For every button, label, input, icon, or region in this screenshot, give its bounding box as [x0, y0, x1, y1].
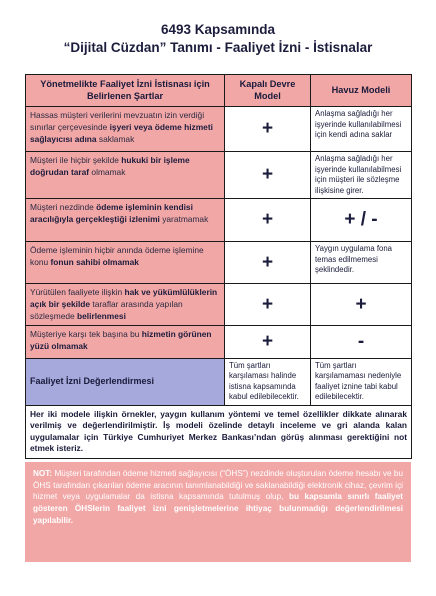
pool-mark: - [311, 326, 412, 359]
header-conditions: Yönetmelikte Faaliyet İzni İstisnası için Belirlenen Şartlar [26, 75, 225, 107]
closed-loop-mark: + [225, 326, 311, 359]
condition-cell: Müşteri nezdinde ödeme işleminin kendisi aracılığıyla gerçekleştiği izlenimi yaratmamak [26, 199, 225, 242]
table-header-row [26, 75, 412, 107]
evaluation-pool: Tüm şartları karşılamaması nedeniyle faaliyet iznine tabi kabul edilebilecektir. [311, 358, 412, 405]
table-row [26, 326, 412, 359]
table-row [26, 242, 412, 284]
table-row [26, 107, 412, 152]
summary-text: Her iki modele ilişkin örnekler, yaygın kullanım yöntemi ve temel özellikler dikkate alınarak verilmiş ve değerlendirilmiştir. İş modeli özelinde detaylı inceleme ve gri alanda kalan uygulamalar için Türkiye Cumhuriyet Merkez Bankası’ndan görüş alınması gerektiğini not etmek isteriz. [26, 405, 412, 458]
condition-cell: Müşteri ile hiçbir şekilde hukuki bir işleme doğrudan taraf olmamak [26, 152, 225, 199]
header-pool: Havuz Modeli [311, 75, 412, 107]
condition-cell: Yürütülen faaliyete ilişkin hak ve yükümlülüklerin açık bir şekilde taraflar arasında yapılan sözleşmede belirlenmesi [26, 284, 225, 326]
table-row [26, 284, 412, 326]
condition-cell: Ödeme işleminin hiçbir anında ödeme işlemine konu fonun sahibi olmamak [26, 242, 225, 284]
comparison-table [25, 74, 412, 459]
closed-loop-mark: + [225, 199, 311, 242]
pool-mark: + / - [311, 199, 412, 242]
evaluation-closed-loop: Tüm şartları karşılaması halinde istisna kapsamında kabul edilebilecektir. [225, 358, 311, 405]
closed-loop-mark: + [225, 107, 311, 152]
pool-note: Anlaşma sağladığı her işyerinde kullanılabilmesi için müşteri ile sözleşme ilişkisine girer. [311, 152, 412, 199]
closed-loop-mark: + [225, 242, 311, 284]
note-text: Müşteri tarafından ödeme hizmeti sağlayıcısı (“ÖHS”) nezdinde oluşturulan ödeme hesabı ve bu ÖHS tarafından çıkarılan ödeme aracının tanımlanabildiği ve saklanabildiği elektronik cihaz, çevrim içi hizmet veya uygulamalar da istisna kapsamında tutulmuş olup, [33, 469, 403, 502]
pool-mark: + [311, 284, 412, 326]
summary-row [26, 405, 412, 458]
closed-loop-mark: + [225, 152, 311, 199]
evaluation-label: Faaliyet İzni Değerlendirmesi [26, 358, 225, 405]
note-conclusion: bu kapsamla sınırlı faaliyet gösteren ÖHSlerin faaliyet izni genişletmelerine ihtiyaç bulunmadığı değerlendirilmesi yapılabilir. [33, 492, 403, 525]
note-label: NOT: [33, 469, 53, 478]
table-row [26, 199, 412, 242]
pool-note: Yaygın uygulama fona temas edilmemesi şeklindedir. [311, 242, 412, 284]
title-line-2: “Dijital Cüzdan” Tanımı - Faaliyet İzni - İstisnalar [63, 40, 373, 55]
pool-note: Anlaşma sağladığı her işyerinde kullanılabilmesi için kendi adına saklar [311, 107, 412, 152]
note-box [25, 462, 411, 562]
condition-cell: Hassas müşteri verilerini mevzuatın izin verdiği sınırlar çerçevesinde işyeri veya ödeme hizmeti sağlayıcısı adına saklamak [26, 107, 225, 152]
header-closed-loop: Kapalı Devre Model [225, 75, 311, 107]
title-line-1: 6493 Kapsamında [160, 22, 276, 37]
evaluation-row [26, 358, 412, 405]
closed-loop-mark: + [225, 284, 311, 326]
condition-cell: Müşteriye karşı tek başına bu hizmetin görünen yüzü olmamak [26, 326, 225, 359]
table-row [26, 152, 412, 199]
